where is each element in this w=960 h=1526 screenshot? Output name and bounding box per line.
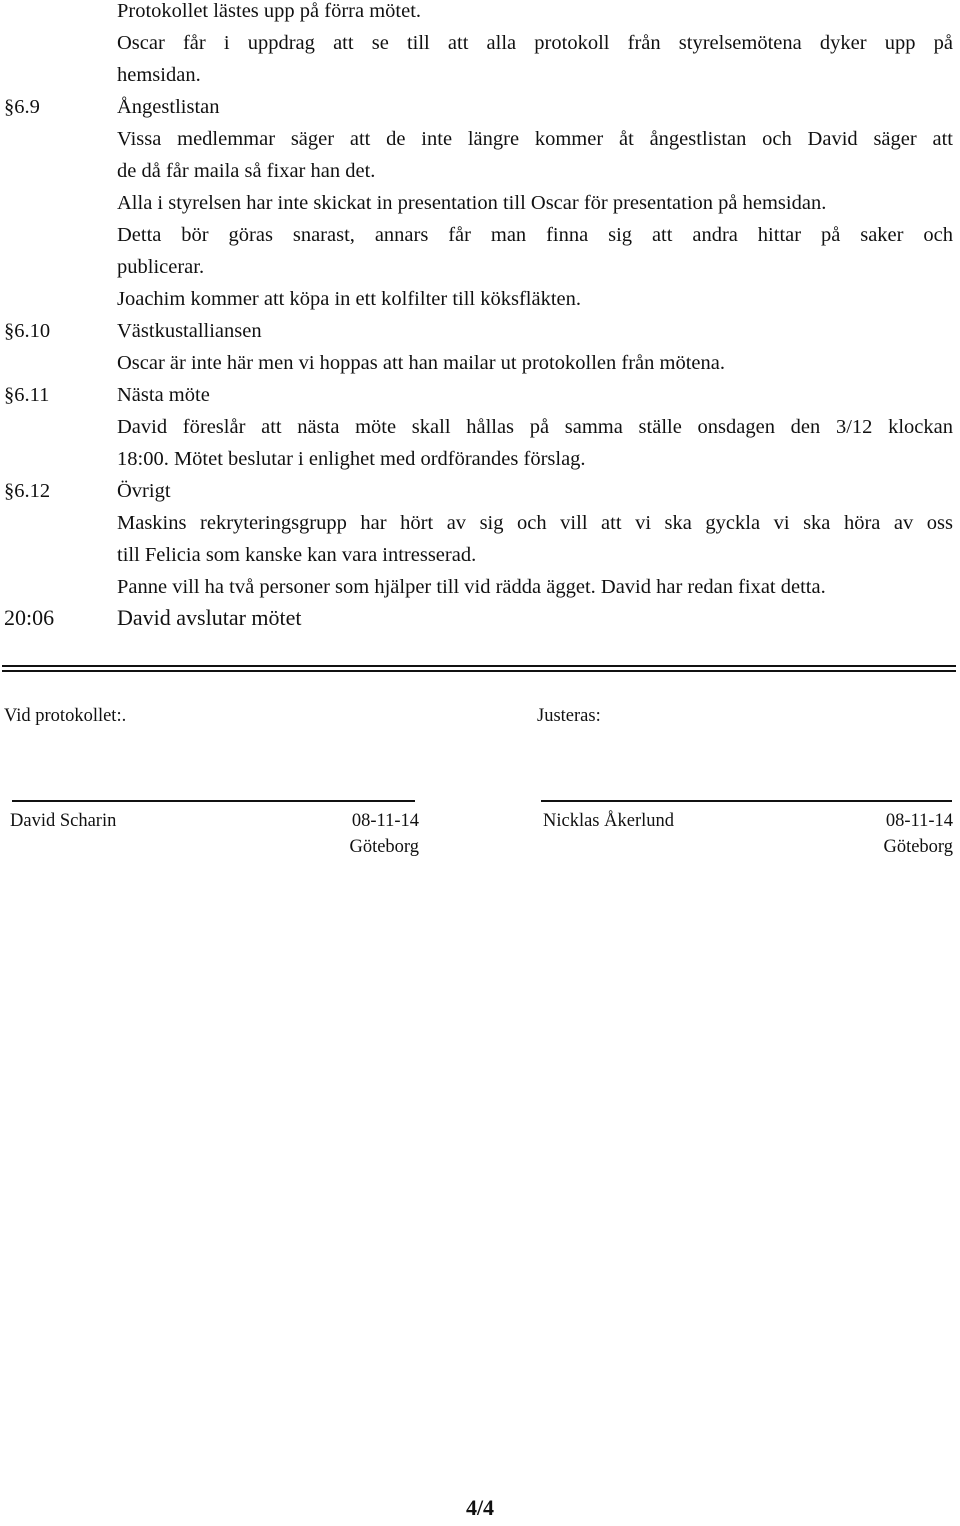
minutes-line: Vissa medlemmar säger att de inte längre kommer åt ångestlistan och David säger att bbox=[117, 128, 953, 150]
signature-label-left: Vid protokollet:. bbox=[4, 706, 127, 726]
signer-date-right: 08-11-14 bbox=[885, 811, 953, 831]
section-number: §6.10 bbox=[4, 320, 51, 342]
minutes-line: publicerar. bbox=[117, 256, 205, 278]
signature-line-left bbox=[12, 800, 415, 802]
minutes-line: Alla i styrelsen har inte skickat in presentation till Oscar för presentation på hemsidan. bbox=[117, 192, 827, 214]
minutes-line: 18:00. Mötet beslutar i enlighet med ordförandes förslag. bbox=[117, 448, 586, 470]
signer-city-right: Göteborg bbox=[883, 837, 953, 857]
signature-label-right: Justeras: bbox=[537, 706, 601, 726]
section-heading: Ångestlistan bbox=[117, 96, 220, 118]
closing-line: David avslutar mötet bbox=[117, 605, 302, 630]
page-number: 4/4 bbox=[465, 1495, 495, 1520]
minutes-line: Joachim kommer att köpa in ett kolfilter till köksfläkten. bbox=[117, 288, 581, 310]
section-number: §6.11 bbox=[4, 384, 50, 406]
signer-city-left: Göteborg bbox=[349, 837, 419, 857]
signature-line-right bbox=[541, 800, 952, 802]
signer-name-left: David Scharin bbox=[10, 811, 117, 831]
signer-date-left: 08-11-14 bbox=[351, 811, 419, 831]
minutes-line: David föreslår att nästa möte skall hållas på samma ställe onsdagen den 3/12 klockan bbox=[117, 416, 953, 438]
divider-rule bbox=[2, 670, 956, 672]
minutes-line: hemsidan. bbox=[117, 64, 201, 86]
divider-rule bbox=[2, 665, 956, 667]
section-heading: Nästa möte bbox=[117, 384, 210, 406]
signer-name-right: Nicklas Åkerlund bbox=[543, 811, 675, 831]
minutes-line: Panne vill ha två personer som hjälper till vid rädda ägget. David har redan fixat detta. bbox=[117, 576, 826, 598]
minutes-line: Oscar får i uppdrag att se till att alla protokoll från styrelsemötena dyker upp på bbox=[117, 32, 953, 54]
minutes-line: till Felicia som kanske kan vara intresserad. bbox=[117, 544, 477, 566]
section-heading: Västkustalliansen bbox=[117, 320, 262, 342]
minutes-line: Oscar är inte här men vi hoppas att han mailar ut protokollen från mötena. bbox=[117, 352, 725, 374]
closing-time: 20:06 bbox=[4, 605, 55, 630]
minutes-line: Maskins rekryteringsgrupp har hört av sig och vill att vi ska gyckla vi ska höra av oss bbox=[117, 512, 953, 534]
minutes-line: Protokollet lästes upp på förra mötet. bbox=[117, 0, 422, 22]
section-heading: Övrigt bbox=[117, 480, 171, 502]
section-number: §6.12 bbox=[4, 480, 51, 502]
minutes-line: Detta bör göras snarast, annars får man finna sig att andra hittar på saker och bbox=[117, 224, 953, 246]
minutes-line: de då får maila så fixar han det. bbox=[117, 160, 376, 182]
section-number: §6.9 bbox=[4, 96, 40, 118]
